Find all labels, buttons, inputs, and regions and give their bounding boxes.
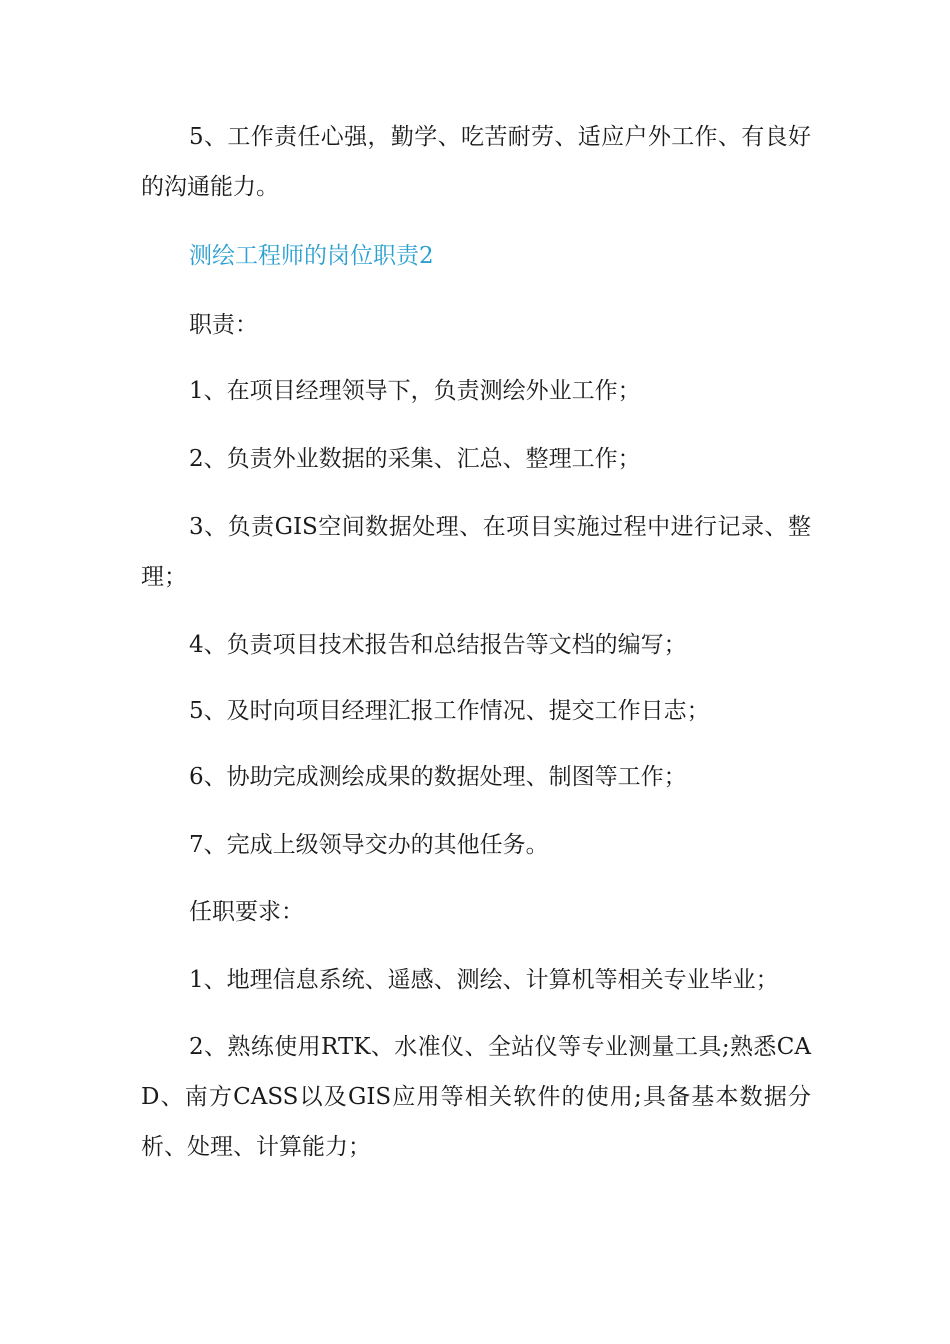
duties-label: 职责： — [189, 312, 258, 338]
duty-item-3: 3、负责GIS空间数据处理、在项目实施过程中进行记录、整理； — [141, 514, 811, 590]
requirement-item-1: 1、地理信息系统、遥感、测绘、计算机等相关专业毕业； — [189, 967, 779, 993]
duty-item-6: 6、协助完成测绘成果的数据处理、制图等工作； — [189, 764, 687, 790]
duty-item-2: 2、负责外业数据的采集、汇总、整理工作； — [189, 446, 641, 472]
duty-item-1: 1、在项目经理领导下，负责测绘外业工作； — [189, 378, 641, 404]
requirement-item-2: 2、熟练使用RTK、水准仪、全站仪等专业测量工具;熟悉CAD、南方CASS以及GIS应用等相关软件的使用;具备基本数据分析、处理、计算能力； — [141, 1034, 811, 1160]
section-heading: 测绘工程师的岗位职责2 — [189, 243, 434, 269]
requirement-5-paragraph: 5、工作责任心强，勤学、吃苦耐劳、适应户外工作、有良好的沟通能力。 — [141, 124, 811, 200]
requirements-label: 任职要求： — [189, 899, 304, 925]
duty-item-5: 5、及时向项目经理汇报工作情况、提交工作日志； — [189, 698, 710, 724]
duty-item-7: 7、完成上级领导交办的其他任务。 — [189, 832, 549, 858]
duty-item-4: 4、负责项目技术报告和总结报告等文档的编写； — [189, 632, 687, 658]
